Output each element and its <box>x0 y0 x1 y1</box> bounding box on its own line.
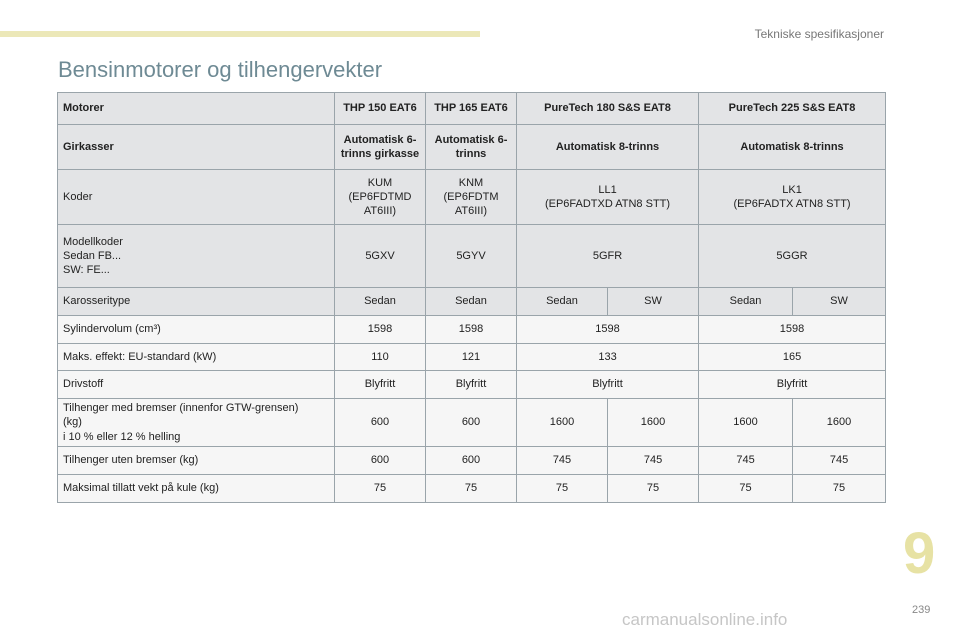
row-tilhenger-uten-bremser <box>58 446 886 474</box>
kode-3-line2: (EP6FADTXD ATN8 STT) <box>544 198 671 210</box>
cell-kode-3 <box>517 170 699 225</box>
kode-1-line2: (EP6FDTMD <box>348 190 412 203</box>
kode-4-line2: (EP6FADTX ATN8 STT) <box>733 198 851 210</box>
label-tilhenger-med-bremser <box>58 399 335 447</box>
cell-karosseri-6: SW <box>793 288 886 316</box>
page-title: Bensinmotorer og tilhengervekter <box>58 57 383 82</box>
cell-med-bremser-3: 1600 <box>517 399 608 447</box>
cell-karosseri-4: SW <box>608 288 699 316</box>
section-title: Tekniske spesifikasjoner <box>754 27 884 41</box>
cell-uten-bremser-1: 600 <box>335 446 426 474</box>
kode-1-line3: AT6III) <box>363 205 397 218</box>
cell-kule-4: 75 <box>608 474 699 502</box>
label-effekt: Maks. effekt: EU-standard (kW) <box>58 344 335 371</box>
cell-drivstoff-2: Blyfritt <box>426 371 517 399</box>
cell-kode-1 <box>335 170 426 225</box>
row-kulevekt <box>58 474 886 502</box>
cell-sylinder-3: 1598 <box>517 316 699 344</box>
cell-uten-bremser-2: 600 <box>426 446 517 474</box>
row-karosseritype <box>58 288 886 316</box>
cell-med-bremser-5: 1600 <box>699 399 793 447</box>
page-number: 239 <box>912 604 931 616</box>
watermark: carmanualsonline.info <box>622 610 788 629</box>
cell-uten-bremser-5: 745 <box>699 446 793 474</box>
cell-girkasse-3: Automatisk 8-trinns <box>517 125 699 170</box>
row-sylindervolum <box>58 316 886 344</box>
cell-effekt-2: 121 <box>426 344 517 371</box>
cell-kule-2: 75 <box>426 474 517 502</box>
cell-drivstoff-1: Blyfritt <box>335 371 426 399</box>
cell-karosseri-2: Sedan <box>426 288 517 316</box>
kode-3-line1: LL1 <box>598 183 617 196</box>
modellkoder-line1: Modellkoder <box>63 235 123 248</box>
cell-uten-bremser-3: 745 <box>517 446 608 474</box>
cell-motor-puretech180: PureTech 180 S&S EAT8 <box>517 93 699 125</box>
kode-1-line1: KUM <box>367 176 393 189</box>
cell-modellkode-3: 5GFR <box>517 225 699 288</box>
cell-effekt-4: 165 <box>699 344 886 371</box>
cell-med-bremser-1: 600 <box>335 399 426 447</box>
row-tilhenger-med-bremser <box>58 399 886 447</box>
chapter-number: 9 <box>903 521 936 586</box>
label-tilhenger-uten-bremser: Tilhenger uten bremser (kg) <box>58 446 335 474</box>
label-sylindervolum: Sylindervolum (cm³) <box>58 316 335 344</box>
cell-girkasse-2: Automatisk 6-trinns <box>426 125 517 170</box>
cell-drivstoff-3: Blyfritt <box>517 371 699 399</box>
cell-med-bremser-2: 600 <box>426 399 517 447</box>
kode-2-line3: AT6III) <box>454 205 488 218</box>
med-bremser-line1: Tilhenger med bremser (innenfor GTW-grensen) <box>63 402 299 414</box>
label-modellkoder <box>58 225 335 288</box>
modellkoder-line3: SW: FE... <box>63 264 110 277</box>
row-koder <box>58 170 886 225</box>
cell-effekt-1: 110 <box>335 344 426 371</box>
cell-sylinder-1: 1598 <box>335 316 426 344</box>
cell-karosseri-3: Sedan <box>517 288 608 316</box>
cell-effekt-3: 133 <box>517 344 699 371</box>
label-girkasser: Girkasser <box>58 125 335 170</box>
label-koder: Koder <box>58 170 335 225</box>
engine-spec-table <box>57 92 886 503</box>
cell-drivstoff-4: Blyfritt <box>699 371 886 399</box>
cell-modellkode-2: 5GYV <box>426 225 517 288</box>
kode-2-line2: (EP6FDTM <box>443 190 499 203</box>
cell-uten-bremser-6: 745 <box>793 446 886 474</box>
modellkoder-line2: Sedan FB... <box>63 249 122 262</box>
cell-kule-3: 75 <box>517 474 608 502</box>
row-modellkoder <box>58 225 886 288</box>
cell-girkasse-1: Automatisk 6-trinns girkasse <box>335 125 426 170</box>
cell-med-bremser-4: 1600 <box>608 399 699 447</box>
cell-kule-1: 75 <box>335 474 426 502</box>
row-motorer <box>58 93 886 125</box>
header-accent-bar <box>0 31 480 37</box>
label-kulevekt: Maksimal tillatt vekt på kule (kg) <box>58 474 335 502</box>
cell-uten-bremser-4: 745 <box>608 446 699 474</box>
cell-karosseri-5: Sedan <box>699 288 793 316</box>
cell-kule-6: 75 <box>793 474 886 502</box>
cell-motor-puretech225: PureTech 225 S&S EAT8 <box>699 93 886 125</box>
med-bremser-line3: i 10 % eller 12 % helling <box>63 430 181 443</box>
cell-modellkode-4: 5GGR <box>699 225 886 288</box>
cell-girkasse-4: Automatisk 8-trinns <box>699 125 886 170</box>
cell-kode-4 <box>699 170 886 225</box>
label-karosseritype: Karosseritype <box>58 288 335 316</box>
cell-motor-thp165: THP 165 EAT6 <box>426 93 517 125</box>
row-drivstoff <box>58 371 886 399</box>
row-effekt <box>58 344 886 371</box>
label-drivstoff: Drivstoff <box>58 371 335 399</box>
cell-kule-5: 75 <box>699 474 793 502</box>
row-girkasser <box>58 125 886 170</box>
cell-modellkode-1: 5GXV <box>335 225 426 288</box>
cell-med-bremser-6: 1600 <box>793 399 886 447</box>
cell-karosseri-1: Sedan <box>335 288 426 316</box>
kode-2-line1: KNM <box>458 176 484 189</box>
cell-motor-thp150: THP 150 EAT6 <box>335 93 426 125</box>
kode-4-line1: LK1 <box>782 183 802 196</box>
cell-kode-2 <box>426 170 517 225</box>
cell-sylinder-2: 1598 <box>426 316 517 344</box>
med-bremser-line2: (kg) <box>63 416 82 429</box>
cell-sylinder-4: 1598 <box>699 316 886 344</box>
label-motorer: Motorer <box>58 93 335 125</box>
